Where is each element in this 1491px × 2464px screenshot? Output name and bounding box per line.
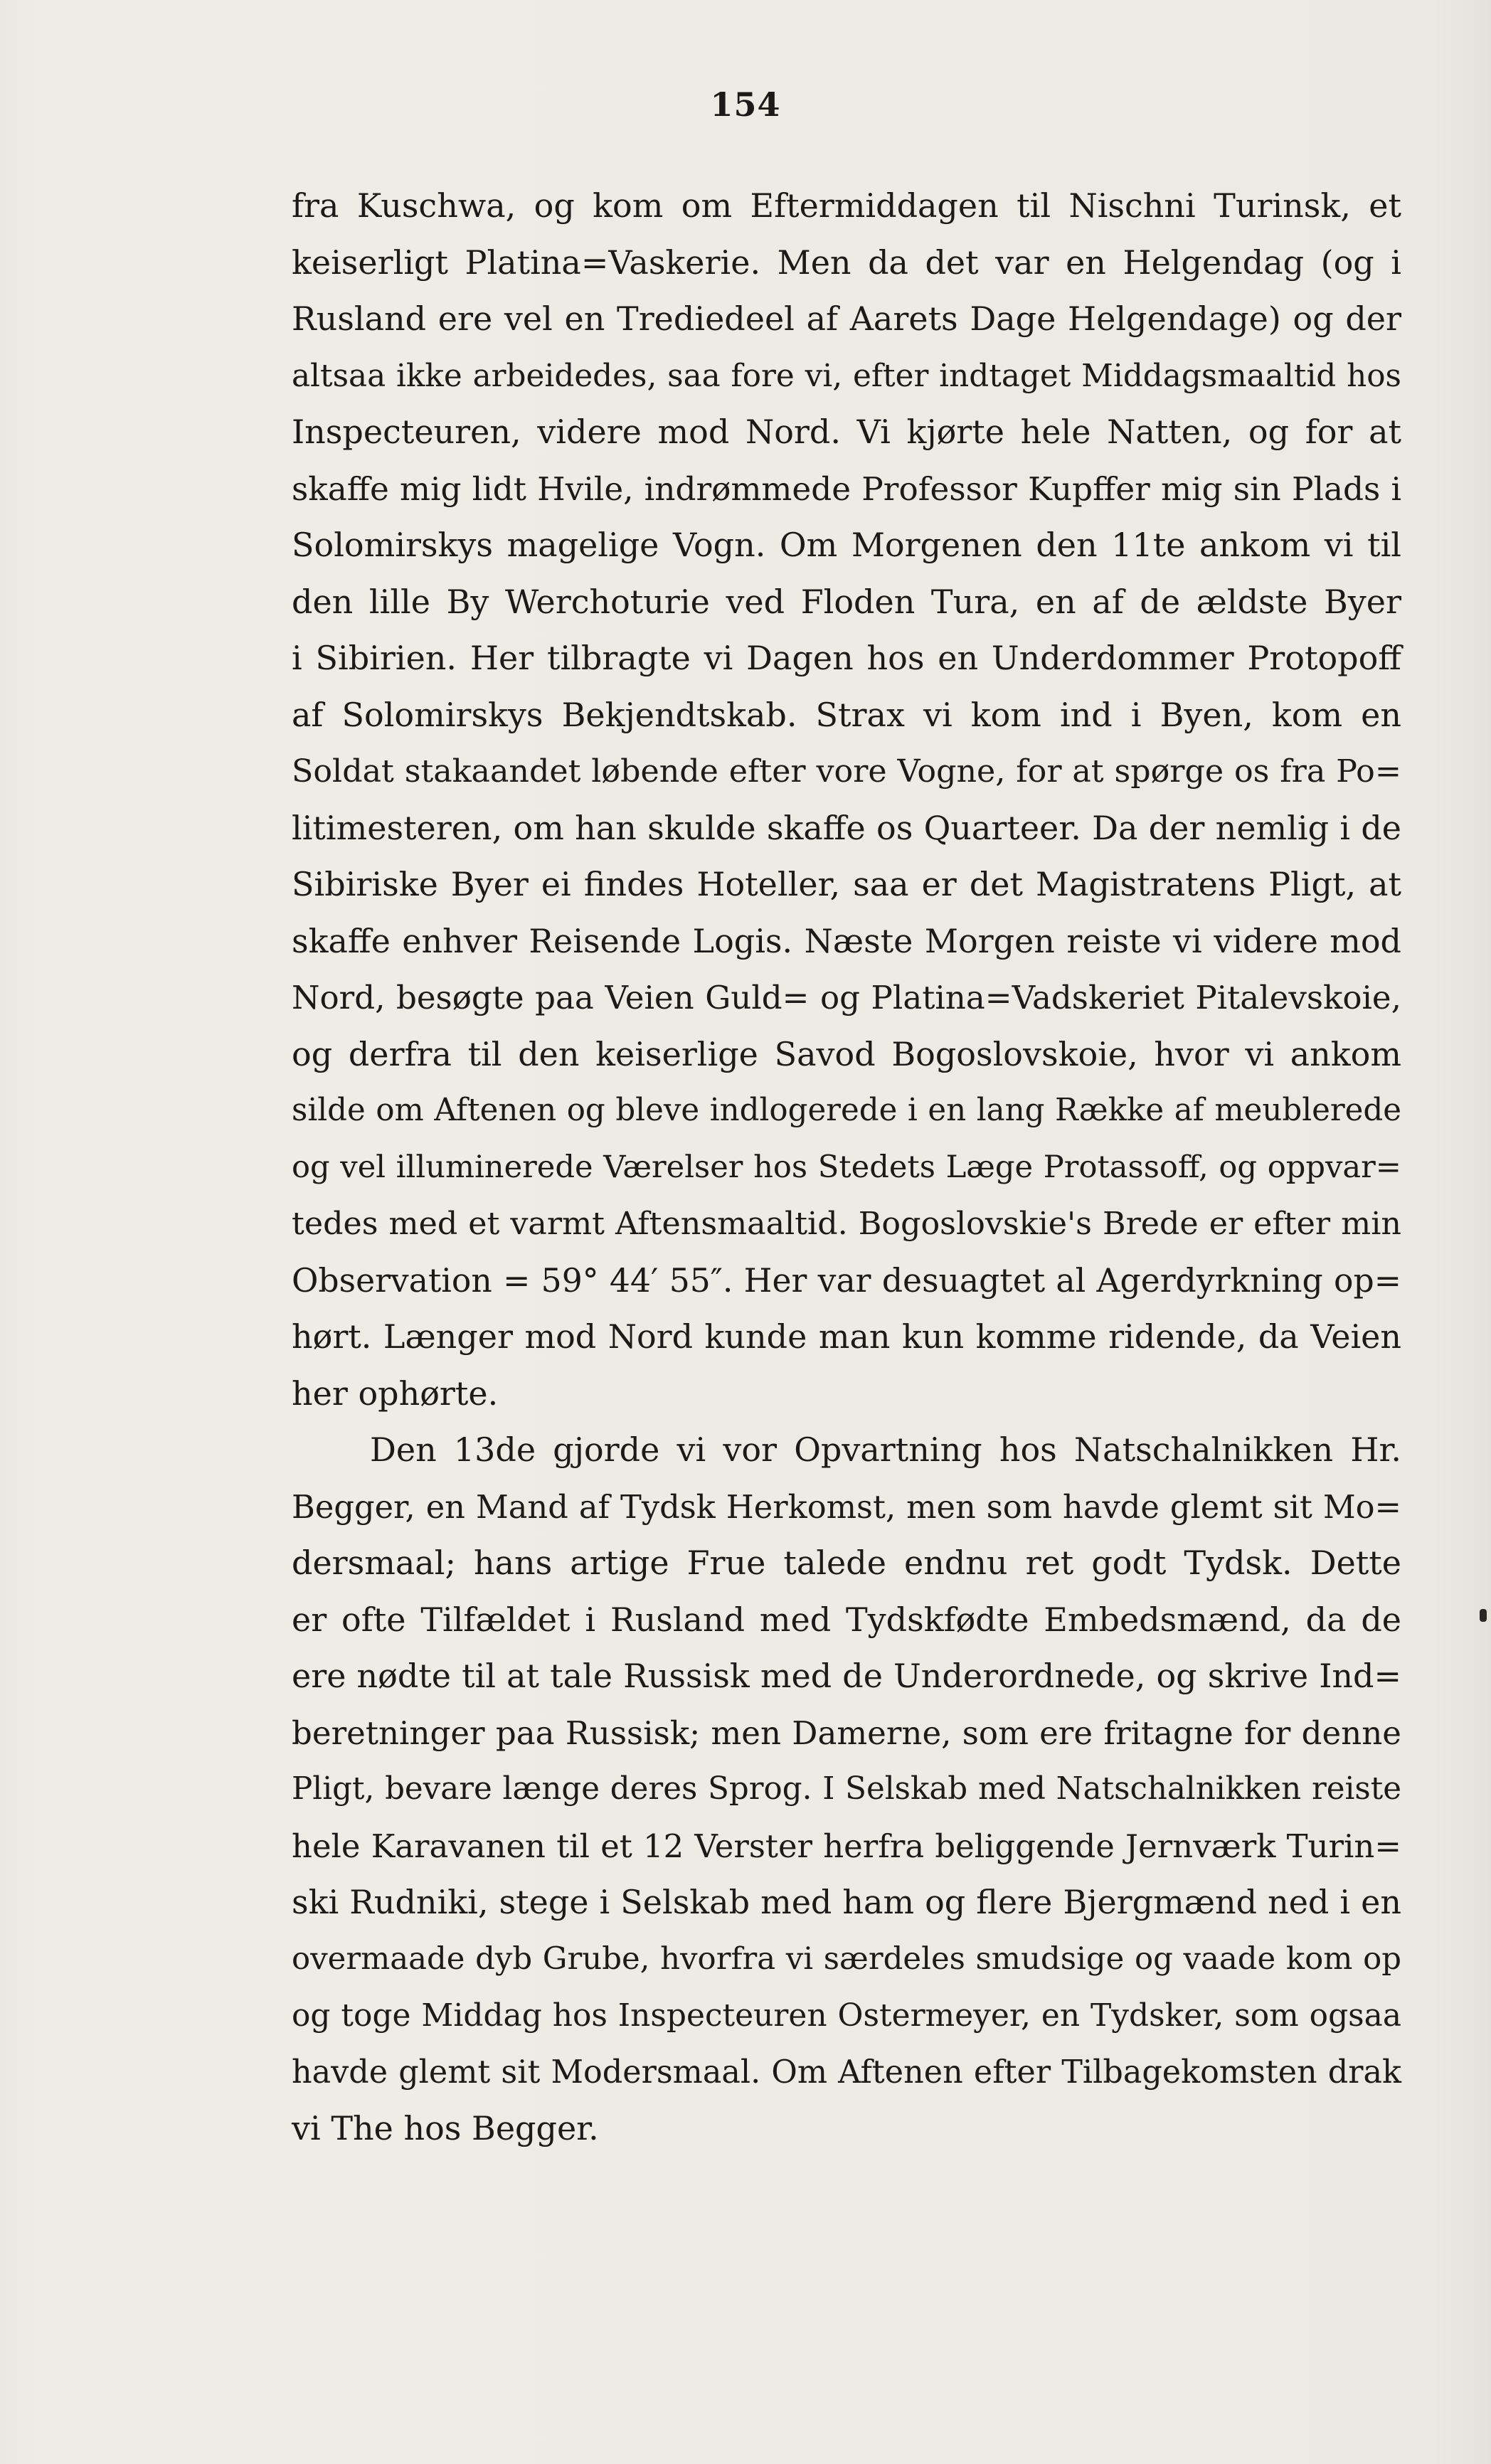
text-line: fra Kuschwa, og kom om Eftermiddagen til Nischni Turinsk, et xyxy=(292,186,1401,225)
text-line: Nord, besøgte paa Veien Guld= og Platina=Vadskeriet Pitalevskoie, xyxy=(292,979,1401,1016)
text-line: vi The hos Begger. xyxy=(292,2109,599,2147)
text-line: ski Rudniki, stege i Selskab med ham og flere Bjergmænd ned i en xyxy=(292,1883,1401,1921)
text-line: tedes med et varmt Aftensmaaltid. Bogoslovskie's Brede er efter min xyxy=(292,1206,1401,1242)
text-line: af Solomirskys Bekjendtskab. Strax vi kom ind i Byen, kom en xyxy=(292,695,1401,734)
text-line: havde glemt sit Modersmaal. Om Aftenen efter Tilbagekomsten drak xyxy=(292,2054,1401,2091)
page-number: 154 xyxy=(710,85,781,124)
text-line: dersmaal; hans artige Frue talede endnu ret godt Tydsk. Dette xyxy=(292,1544,1401,1582)
paper-speck xyxy=(1480,1609,1487,1622)
text-line: Begger, en Mand af Tydsk Herkomst, men som havde glemt sit Mo= xyxy=(292,1487,1401,1526)
text-line: Pligt, bevare længe deres Sprog. I Selskab med Natschalnikken reiste xyxy=(292,1771,1401,1807)
text-line: og toge Middag hos Inspecteuren Ostermeyer, en Tydsker, som ogsaa xyxy=(292,1997,1401,2034)
text-line: Solomirskys magelige Vogn. Om Morgenen den 11te ankom vi til xyxy=(292,526,1401,564)
body-text xyxy=(292,178,1401,2157)
text-line: her ophørte. xyxy=(292,1374,499,1413)
text-line: og vel illuminerede Værelser hos Stedets Læge Protassoff, og oppvar= xyxy=(292,1149,1401,1185)
text-line: beretninger paa Russisk; men Damerne, som ere fritagne for denne xyxy=(292,1714,1401,1752)
text-line: Observation = 59° 44′ 55″. Her var desuagtet al Agerdyrkning op= xyxy=(292,1261,1401,1300)
text-line: litimesteren, om han skulde skaffe os Quarteer. Da der nemlig i de xyxy=(292,808,1401,847)
text-line: hele Karavanen til et 12 Verster herfra beliggende Jernværk Turin= xyxy=(292,1827,1401,1865)
text-line: ere nødte til at tale Russisk med de Underordnede, og skrive Ind= xyxy=(292,1657,1401,1695)
text-line: Inspecteuren, videre mod Nord. Vi kjørte hele Natten, og for at xyxy=(292,413,1401,451)
text-line: hørt. Længer mod Nord kunde man kun komme ridende, da Veien xyxy=(292,1317,1401,1356)
text-line: den lille By Werchoturie ved Floden Tura, en af de ældste Byer xyxy=(292,582,1401,621)
text-line: overmaade dyb Grube, hvorfra vi særdeles smudsige og vaade kom op xyxy=(292,1940,1401,1977)
text-line: skaffe enhver Reisende Logis. Næste Morgen reiste vi videre mod xyxy=(292,921,1401,960)
text-line: Den 13de gjorde vi vor Opvartning hos Natschalnikken Hr. xyxy=(370,1430,1401,1469)
text-line: i Sibirien. Her tilbragte vi Dagen hos en Underdommer Protopoff xyxy=(292,639,1401,677)
text-line: skaffe mig lidt Hvile, indrømmede Professor Kupffer mig sin Plads i xyxy=(292,469,1401,508)
text-line: Sibiriske Byer ei findes Hoteller, saa er det Magistratens Pligt, at xyxy=(292,865,1401,903)
text-line: og derfra til den keiserlige Savod Bogoslovskoie, hvor vi ankom xyxy=(292,1034,1401,1073)
text-line: er ofte Tilfældet i Rusland med Tydskfødte Embedsmænd, da de xyxy=(292,1600,1401,1639)
text-line: keiserligt Platina=Vaskerie. Men da det var en Helgendag (og i xyxy=(292,243,1401,282)
text-line: Rusland ere vel en Trediedeel af Aarets Dage Helgendage) og der xyxy=(292,299,1401,338)
text-line: silde om Aftenen og bleve indlogerede i en lang Række af meublerede xyxy=(292,1093,1401,1128)
text-line: Soldat stakaandet løbende efter vore Vogne, for at spørge os fra Po= xyxy=(292,753,1401,790)
text-line: altsaa ikke arbeidedes, saa fore vi, efter indtaget Middagsmaaltid hos xyxy=(292,357,1401,394)
